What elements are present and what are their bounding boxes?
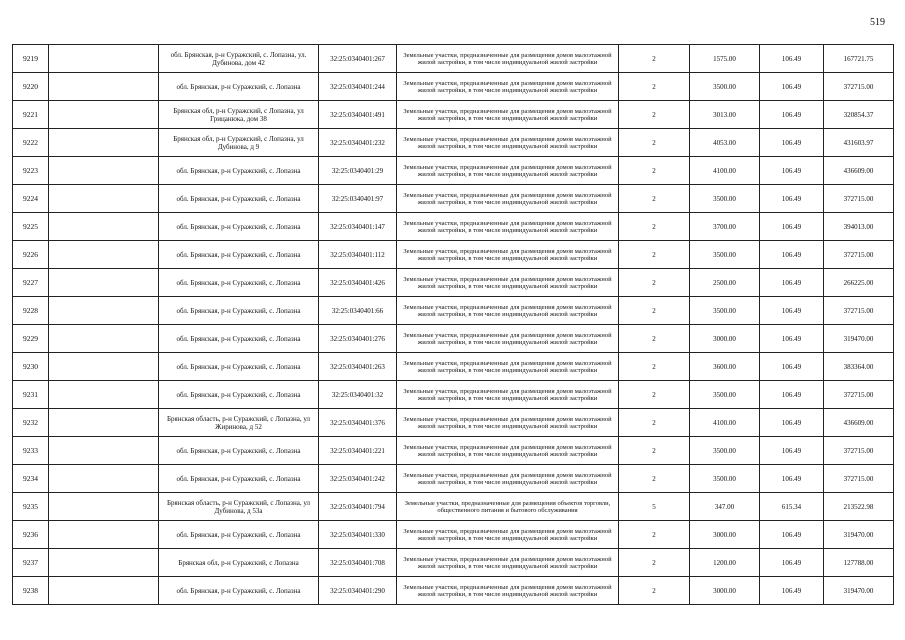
cadastral-number-cell: 32:25:0340401:263 [319, 353, 397, 381]
cadastral-value-cell: 167721.75 [824, 45, 894, 73]
cadastral-value-cell: 319470.00 [824, 577, 894, 605]
land-use-cell: Земельные участки, предназначенные для размещения домов малоэтажной жилой застройки, в том числе индивидуальной жилой застройки [397, 577, 619, 605]
rate-cell: 106.49 [760, 521, 824, 549]
area-cell: 1200.00 [690, 549, 760, 577]
group-cell: 2 [619, 521, 690, 549]
address-cell: обл. Брянская, р-н Суражский, с. Лопазна [159, 437, 319, 465]
rate-cell: 106.49 [760, 157, 824, 185]
rate-cell: 106.49 [760, 465, 824, 493]
cadastral-number-cell: 32:25:0340401:491 [319, 101, 397, 129]
row-number: 9225 [13, 213, 49, 241]
group-cell: 5 [619, 493, 690, 521]
group-cell: 2 [619, 549, 690, 577]
table-row [13, 381, 894, 409]
rate-cell: 106.49 [760, 381, 824, 409]
land-use-cell: Земельные участки, предназначенные для размещения домов малоэтажной жилой застройки, в том числе индивидуальной жилой застройки [397, 73, 619, 101]
row-number: 9220 [13, 73, 49, 101]
area-cell: 3600.00 [690, 353, 760, 381]
cadastral-number-cell: 32:25:0340401:376 [319, 409, 397, 437]
area-cell: 2500.00 [690, 269, 760, 297]
blank-cell [49, 465, 159, 493]
cadastral-number-cell: 32:25:0340401:244 [319, 73, 397, 101]
table-row [13, 353, 894, 381]
row-number: 9237 [13, 549, 49, 577]
table-row [13, 45, 894, 73]
address-cell: обл. Брянская, р-н Суражский, с. Лопазна [159, 325, 319, 353]
table-row [13, 269, 894, 297]
blank-cell [49, 325, 159, 353]
row-number: 9235 [13, 493, 49, 521]
blank-cell [49, 353, 159, 381]
cadastral-value-cell: 320854.37 [824, 101, 894, 129]
table-row [13, 241, 894, 269]
land-use-cell: Земельные участки, предназначенные для размещения домов малоэтажной жилой застройки, в том числе индивидуальной жилой застройки [397, 185, 619, 213]
blank-cell [49, 129, 159, 157]
blank-cell [49, 409, 159, 437]
row-number: 9233 [13, 437, 49, 465]
address-cell: обл. Брянская, р-н Суражский, с. Лопазна [159, 185, 319, 213]
group-cell: 2 [619, 269, 690, 297]
table-row [13, 521, 894, 549]
address-cell: обл. Брянская, р-н Суражский, с. Лопазна [159, 213, 319, 241]
cadastral-number-cell: 32:25:0340401:221 [319, 437, 397, 465]
land-use-cell: Земельные участки, предназначенные для размещения домов малоэтажной жилой застройки, в том числе индивидуальной жилой застройки [397, 353, 619, 381]
address-cell: обл. Брянская, р-н Суражский, с. Лопазна [159, 297, 319, 325]
cadastral-value-cell: 383364.00 [824, 353, 894, 381]
table-row [13, 101, 894, 129]
row-number: 9226 [13, 241, 49, 269]
blank-cell [49, 157, 159, 185]
group-cell: 2 [619, 129, 690, 157]
cadastral-number-cell: 32:25:0340401:66 [319, 297, 397, 325]
row-number: 9232 [13, 409, 49, 437]
table-row [13, 437, 894, 465]
area-cell: 347.00 [690, 493, 760, 521]
cadastral-value-cell: 372715.00 [824, 437, 894, 465]
row-number: 9230 [13, 353, 49, 381]
group-cell: 2 [619, 297, 690, 325]
address-cell: Брянская область, р-н Суражский, с Лопазна, ул Дубинова, д 53а [159, 493, 319, 521]
land-use-cell: Земельные участки, предназначенные для размещения домов малоэтажной жилой застройки, в том числе индивидуальной жилой застройки [397, 269, 619, 297]
blank-cell [49, 521, 159, 549]
cadastral-value-cell: 319470.00 [824, 325, 894, 353]
rate-cell: 106.49 [760, 437, 824, 465]
address-cell: обл. Брянская, р-н Суражский, с. Лопазна [159, 381, 319, 409]
land-use-cell: Земельные участки, предназначенные для размещения домов малоэтажной жилой застройки, в том числе индивидуальной жилой застройки [397, 465, 619, 493]
cadastral-number-cell: 32:25:0340401:242 [319, 465, 397, 493]
group-cell: 2 [619, 185, 690, 213]
cadastral-number-cell: 32:25:0340401:708 [319, 549, 397, 577]
cadastral-value-cell: 266225.00 [824, 269, 894, 297]
area-cell: 3000.00 [690, 521, 760, 549]
area-cell: 3000.00 [690, 577, 760, 605]
table-row [13, 297, 894, 325]
land-use-cell: Земельные участки, предназначенные для размещения домов малоэтажной жилой застройки, в том числе индивидуальной жилой застройки [397, 381, 619, 409]
address-cell: обл. Брянская, р-н Суражский, с. Лопазна [159, 269, 319, 297]
land-use-cell: Земельные участки, предназначенные для размещения домов малоэтажной жилой застройки, в том числе индивидуальной жилой застройки [397, 297, 619, 325]
cadastral-value-cell: 436609.00 [824, 409, 894, 437]
area-cell: 3500.00 [690, 241, 760, 269]
address-cell: обл. Брянская, р-н Суражский, с. Лопазна [159, 465, 319, 493]
group-cell: 2 [619, 353, 690, 381]
cadastral-value-cell: 394013.00 [824, 213, 894, 241]
area-cell: 3013.00 [690, 101, 760, 129]
cadastral-value-cell: 372715.00 [824, 241, 894, 269]
row-number: 9219 [13, 45, 49, 73]
blank-cell [49, 185, 159, 213]
group-cell: 2 [619, 157, 690, 185]
area-cell: 3500.00 [690, 465, 760, 493]
table-row [13, 409, 894, 437]
land-use-cell: Земельные участки, предназначенные для размещения домов малоэтажной жилой застройки, в том числе индивидуальной жилой застройки [397, 157, 619, 185]
table-row [13, 325, 894, 353]
cadastral-value-cell: 372715.00 [824, 465, 894, 493]
land-use-cell: Земельные участки, предназначенные для размещения домов малоэтажной жилой застройки, в том числе индивидуальной жилой застройки [397, 409, 619, 437]
land-use-cell: Земельные участки, предназначенные для размещения домов малоэтажной жилой застройки, в том числе индивидуальной жилой застройки [397, 241, 619, 269]
rate-cell: 106.49 [760, 269, 824, 297]
row-number: 9223 [13, 157, 49, 185]
address-cell: Брянская обл, р-н Суражский, с Лопазна [159, 549, 319, 577]
rate-cell: 106.49 [760, 409, 824, 437]
row-number: 9238 [13, 577, 49, 605]
address-cell: обл. Брянская, р-н Суражский, с. Лопазна [159, 241, 319, 269]
blank-cell [49, 269, 159, 297]
rate-cell: 106.49 [760, 213, 824, 241]
rate-cell: 615.34 [760, 493, 824, 521]
area-cell: 3000.00 [690, 325, 760, 353]
row-number: 9224 [13, 185, 49, 213]
land-use-cell: Земельные участки, предназначенные для размещения домов малоэтажной жилой застройки, в том числе индивидуальной жилой застройки [397, 521, 619, 549]
group-cell: 2 [619, 213, 690, 241]
area-cell: 4053.00 [690, 129, 760, 157]
group-cell: 2 [619, 437, 690, 465]
cadastral-number-cell: 32:25:0340401:112 [319, 241, 397, 269]
rate-cell: 106.49 [760, 241, 824, 269]
row-number: 9234 [13, 465, 49, 493]
address-cell: обл. Брянская, р-н Суражский, с. Лопазна, ул. Дубинова, дом 42 [159, 45, 319, 73]
address-cell: Брянская область, р-н Суражский, с Лопазна, ул Жиринова, д 52 [159, 409, 319, 437]
rate-cell: 106.49 [760, 185, 824, 213]
table-row [13, 549, 894, 577]
address-cell: обл. Брянская, р-н Суражский, с. Лопазна [159, 577, 319, 605]
land-use-cell: Земельные участки, предназначенные для размещения домов малоэтажной жилой застройки, в том числе индивидуальной жилой застройки [397, 325, 619, 353]
address-cell: обл. Брянская, р-н Суражский, с. Лопазна [159, 73, 319, 101]
row-number: 9228 [13, 297, 49, 325]
row-number: 9231 [13, 381, 49, 409]
cadastral-value-cell: 372715.00 [824, 381, 894, 409]
cadastral-value-cell: 372715.00 [824, 185, 894, 213]
table-row [13, 157, 894, 185]
rate-cell: 106.49 [760, 549, 824, 577]
table-row [13, 129, 894, 157]
cadastral-number-cell: 32:25:0340401:794 [319, 493, 397, 521]
rate-cell: 106.49 [760, 353, 824, 381]
cadastral-value-cell: 436609.00 [824, 157, 894, 185]
blank-cell [49, 241, 159, 269]
group-cell: 2 [619, 241, 690, 269]
area-cell: 3500.00 [690, 185, 760, 213]
area-cell: 1575.00 [690, 45, 760, 73]
cadastral-value-cell: 319470.00 [824, 521, 894, 549]
land-use-cell: Земельные участки, предназначенные для размещения домов малоэтажной жилой застройки, в том числе индивидуальной жилой застройки [397, 129, 619, 157]
area-cell: 4100.00 [690, 157, 760, 185]
address-cell: Брянская обл, р-н Суражский, с Лопазна, ул Грицанюка, дом 38 [159, 101, 319, 129]
group-cell: 2 [619, 45, 690, 73]
blank-cell [49, 549, 159, 577]
cadastral-number-cell: 32:25:0340401:426 [319, 269, 397, 297]
cadastral-value-cell: 431603.97 [824, 129, 894, 157]
area-cell: 3500.00 [690, 381, 760, 409]
row-number: 9229 [13, 325, 49, 353]
address-cell: Брянская обл, р-н Суражский, с Лопазна, ул Дубинова, д 9 [159, 129, 319, 157]
cadastral-value-cell: 127788.00 [824, 549, 894, 577]
page-number: 519 [870, 17, 885, 28]
blank-cell [49, 73, 159, 101]
blank-cell [49, 493, 159, 521]
blank-cell [49, 213, 159, 241]
row-number: 9222 [13, 129, 49, 157]
rate-cell: 106.49 [760, 129, 824, 157]
cadastral-number-cell: 32:25:0340401:290 [319, 577, 397, 605]
rate-cell: 106.49 [760, 325, 824, 353]
group-cell: 2 [619, 101, 690, 129]
rate-cell: 106.49 [760, 577, 824, 605]
group-cell: 2 [619, 409, 690, 437]
blank-cell [49, 437, 159, 465]
table-row [13, 213, 894, 241]
group-cell: 2 [619, 325, 690, 353]
row-number: 9236 [13, 521, 49, 549]
row-number: 9227 [13, 269, 49, 297]
cadastral-number-cell: 32:25:0340401:29 [319, 157, 397, 185]
cadastral-value-cell: 213522.98 [824, 493, 894, 521]
area-cell: 4100.00 [690, 409, 760, 437]
area-cell: 3700.00 [690, 213, 760, 241]
table-row [13, 577, 894, 605]
land-use-cell: Земельные участки, предназначенные для размещения домов малоэтажной жилой застройки, в том числе индивидуальной жилой застройки [397, 213, 619, 241]
land-use-cell: Земельные участки, предназначенные для размещения домов малоэтажной жилой застройки, в том числе индивидуальной жилой застройки [397, 45, 619, 73]
cadastral-number-cell: 32:25:0340401:232 [319, 129, 397, 157]
table-row [13, 185, 894, 213]
group-cell: 2 [619, 73, 690, 101]
cadastral-value-cell: 372715.00 [824, 297, 894, 325]
cadastral-number-cell: 32:25:0340401:330 [319, 521, 397, 549]
land-use-cell: Земельные участки, предназначенные для размещения объектов торговли, общественного питания и бытового обслуживания [397, 493, 619, 521]
registry-table [12, 44, 894, 605]
table-row [13, 465, 894, 493]
table-row [13, 73, 894, 101]
land-use-cell: Земельные участки, предназначенные для размещения домов малоэтажной жилой застройки, в том числе индивидуальной жилой застройки [397, 101, 619, 129]
group-cell: 2 [619, 381, 690, 409]
address-cell: обл. Брянская, р-н Суражский, с. Лопазна [159, 521, 319, 549]
area-cell: 3500.00 [690, 437, 760, 465]
blank-cell [49, 101, 159, 129]
rate-cell: 106.49 [760, 101, 824, 129]
blank-cell [49, 45, 159, 73]
table-row [13, 493, 894, 521]
cadastral-value-cell: 372715.00 [824, 73, 894, 101]
rate-cell: 106.49 [760, 45, 824, 73]
cadastral-number-cell: 32:25:0340401:97 [319, 185, 397, 213]
group-cell: 2 [619, 577, 690, 605]
rate-cell: 106.49 [760, 73, 824, 101]
row-number: 9221 [13, 101, 49, 129]
address-cell: обл. Брянская, р-н Суражский, с. Лопазна [159, 353, 319, 381]
cadastral-number-cell: 32:25:0340401:267 [319, 45, 397, 73]
land-use-cell: Земельные участки, предназначенные для размещения домов малоэтажной жилой застройки, в том числе индивидуальной жилой застройки [397, 437, 619, 465]
cadastral-number-cell: 32:25:0340401:147 [319, 213, 397, 241]
rate-cell: 106.49 [760, 297, 824, 325]
blank-cell [49, 381, 159, 409]
group-cell: 2 [619, 465, 690, 493]
cadastral-number-cell: 32:25:0340401:276 [319, 325, 397, 353]
blank-cell [49, 297, 159, 325]
cadastral-number-cell: 32:25:0340401:32 [319, 381, 397, 409]
address-cell: обл. Брянская, р-н Суражский, с. Лопазна [159, 157, 319, 185]
area-cell: 3500.00 [690, 297, 760, 325]
blank-cell [49, 577, 159, 605]
area-cell: 3500.00 [690, 73, 760, 101]
land-use-cell: Земельные участки, предназначенные для размещения домов малоэтажной жилой застройки, в том числе индивидуальной жилой застройки [397, 549, 619, 577]
